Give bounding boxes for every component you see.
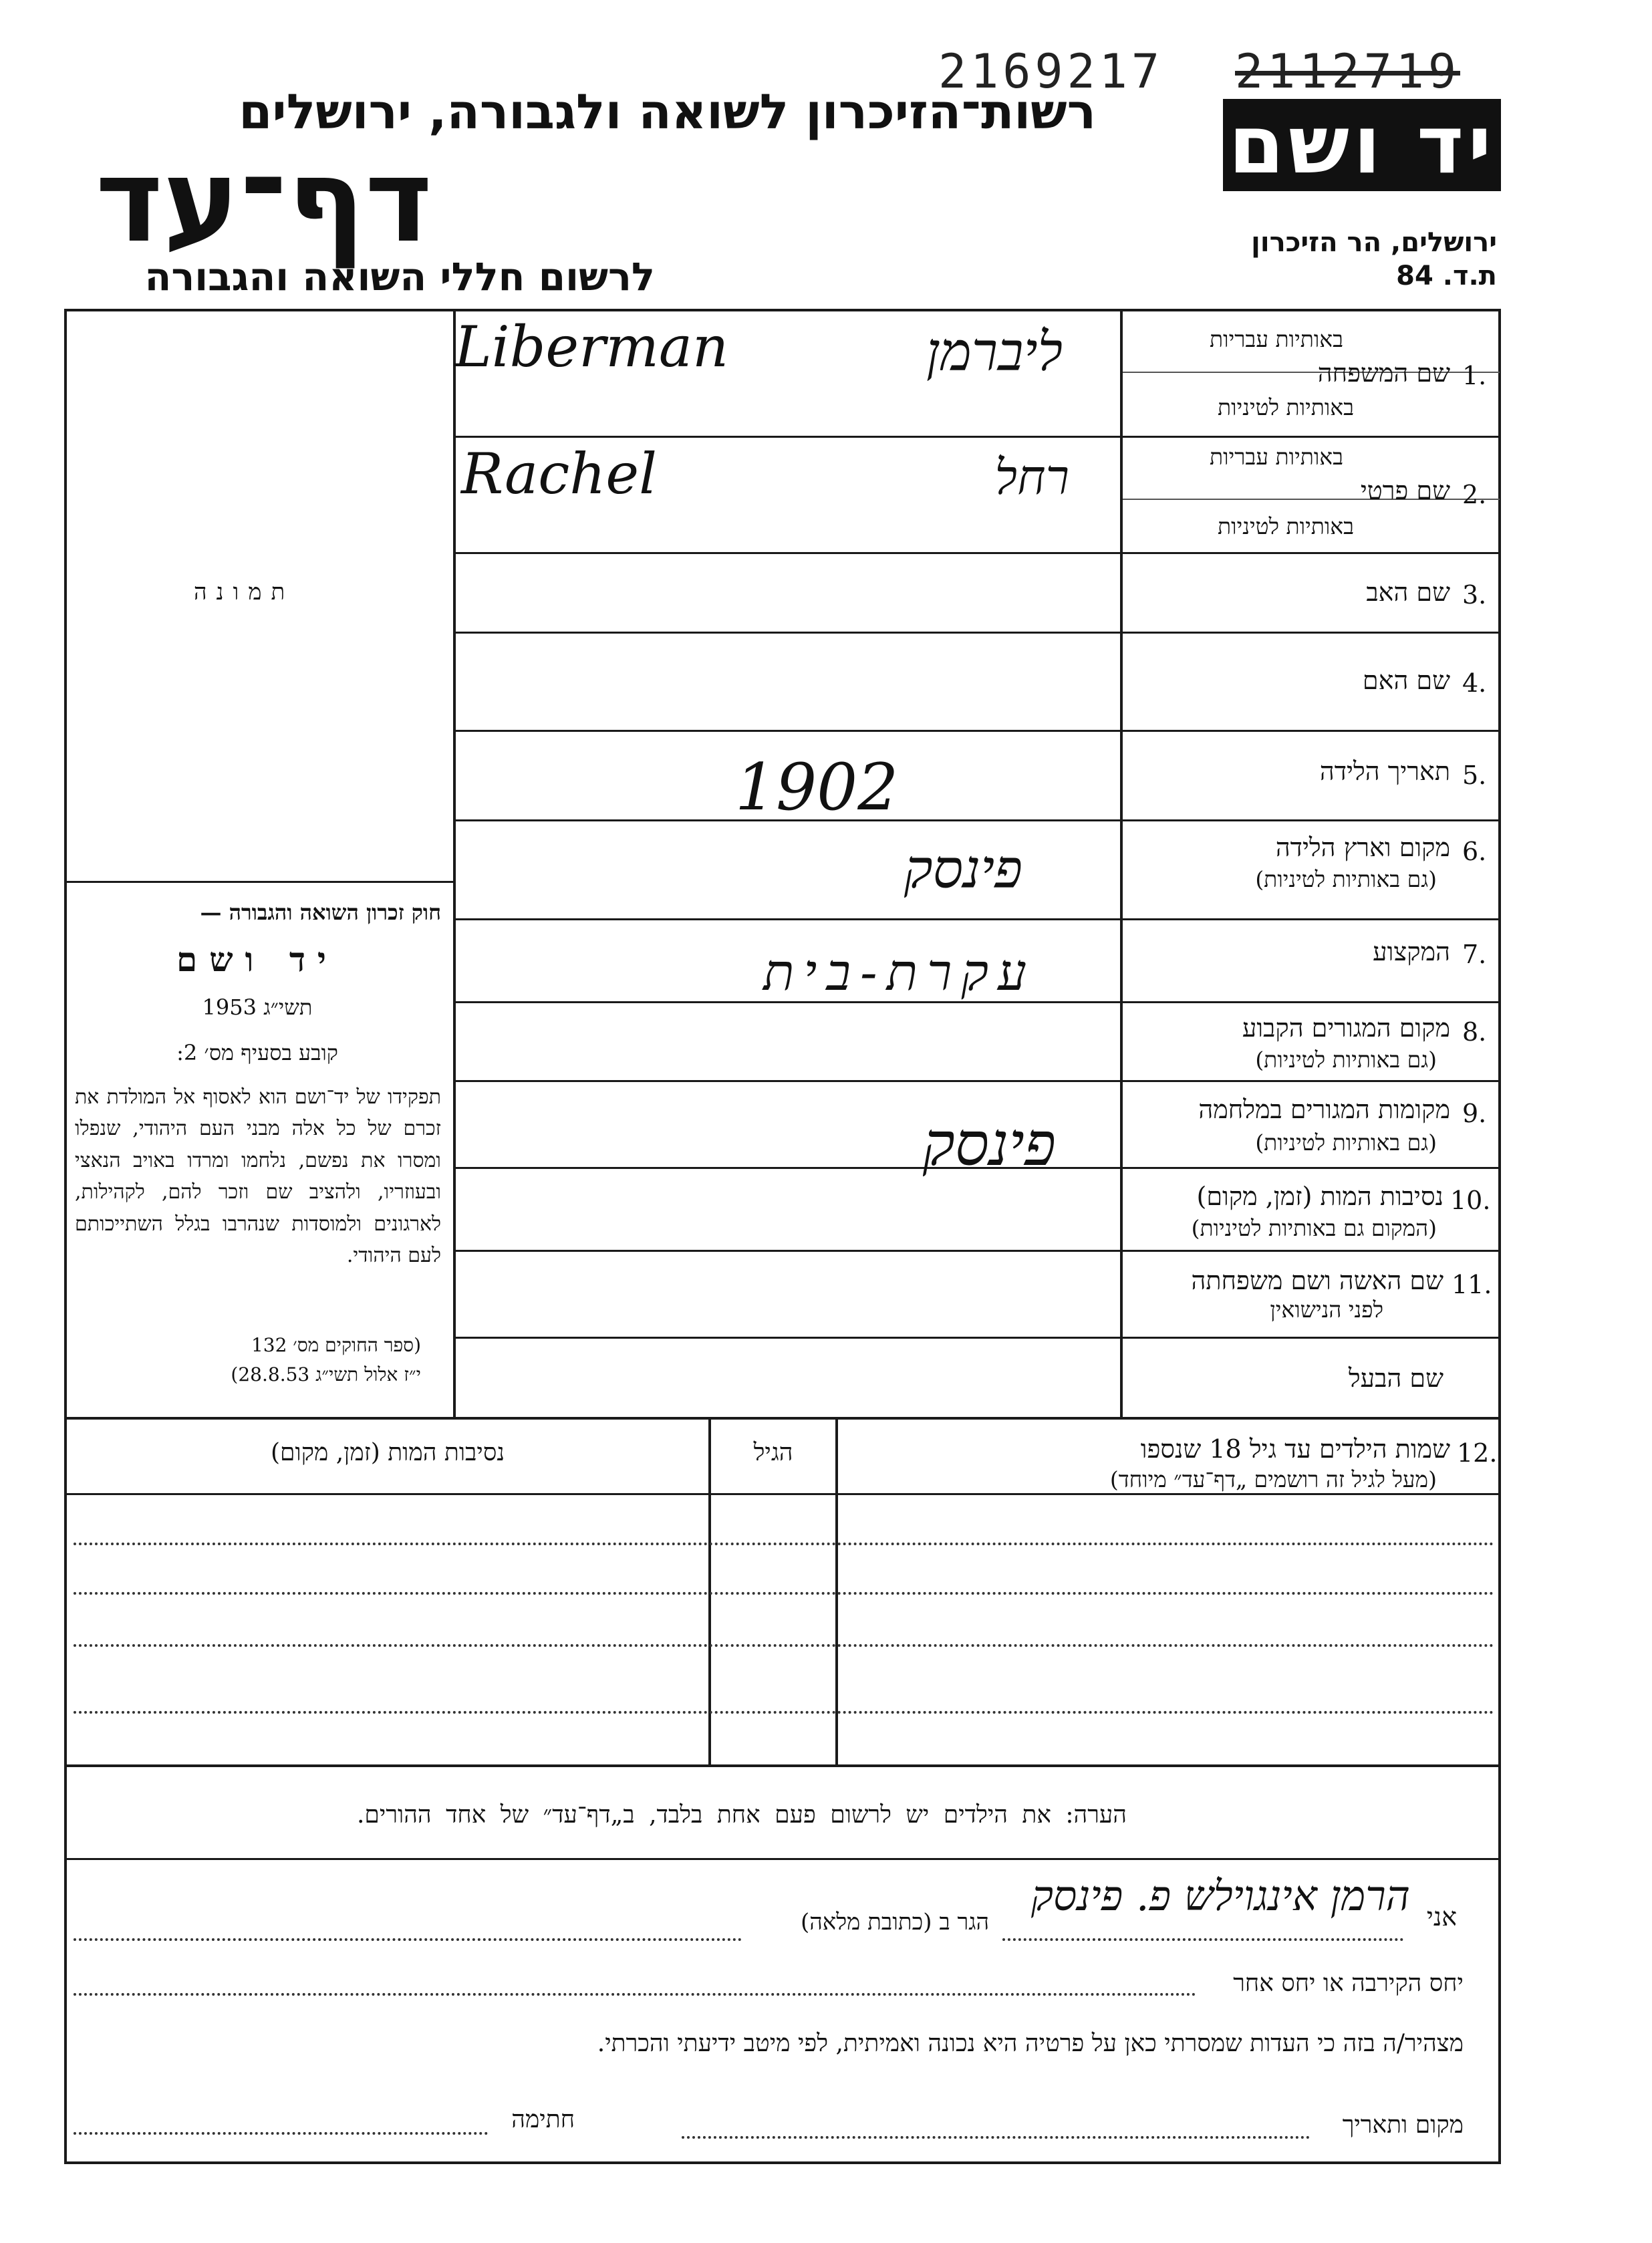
children-sub: (מעל לגיל זה רושמים „דף־עד״ מיוחד) — [1109, 1466, 1437, 1492]
row-line-3 — [454, 632, 1500, 634]
row-line-1 — [454, 436, 1500, 438]
law-year: תשי״ג 1953 — [202, 995, 313, 1020]
row-line-4 — [454, 730, 1500, 732]
law-clause: קובע בסעיף מס׳ 2: — [176, 1040, 338, 1065]
frame-right — [1498, 309, 1501, 2163]
declaration-statement: מצהיר/ה בזה כי העדות שמסרתי כאן על פרטיה היא נכונה ואמיתית, לפי מיטב ידיעתי והכרתי. — [597, 2030, 1464, 2057]
photo-label: תמונה — [194, 579, 295, 606]
frame-top — [64, 309, 1501, 311]
children-table-bottom — [64, 1764, 1501, 1767]
field-2-number: 2. — [1462, 480, 1487, 509]
row-line-11 — [454, 1337, 1500, 1339]
birth-place-value[interactable]: פינסק — [904, 838, 1022, 900]
field-5-number: 5. — [1462, 761, 1487, 790]
children-header-line — [67, 1493, 1498, 1495]
field-4-number: 4. — [1462, 668, 1487, 698]
field-7-label: המקצוע — [1373, 937, 1450, 966]
form-title: דף־עד — [95, 134, 433, 268]
wartime-residence-value[interactable]: פינסק — [922, 1109, 1056, 1180]
signature-line[interactable] — [74, 2132, 488, 2135]
field-8-label: מקום המגורים הקבוע — [1242, 1013, 1450, 1043]
field-9-number: 9. — [1462, 1099, 1487, 1128]
field-3-number: 3. — [1462, 580, 1487, 610]
photo-box-bottom — [64, 881, 454, 883]
law-ref-1: (ספר החוקים מס׳ 132 — [251, 1334, 421, 1356]
row-line-6 — [454, 918, 1500, 920]
law-name: יד ושם — [176, 940, 338, 979]
children-number: 12. — [1457, 1438, 1498, 1468]
children-row-line-3[interactable] — [74, 1644, 1494, 1647]
field-3-label: שם האב — [1366, 577, 1450, 607]
field-10-number: 10. — [1450, 1186, 1491, 1215]
address-line-1: ירושלים, הר הזיכרון — [1251, 227, 1497, 258]
birth-date-value[interactable]: 1902 — [735, 750, 899, 825]
address-line[interactable] — [74, 1938, 742, 1941]
label-column-divider — [1120, 309, 1123, 1418]
row-line-5 — [454, 819, 1500, 821]
children-row-line-2[interactable] — [74, 1592, 1494, 1595]
record-number: 2169217 — [938, 44, 1164, 99]
field-8-number: 8. — [1462, 1017, 1487, 1047]
place-date-line[interactable] — [682, 2136, 1310, 2139]
husband-name-label: שם הבעל — [1348, 1363, 1443, 1393]
field-9-label: מקומות המגורים במלחמה — [1198, 1095, 1450, 1124]
surname-latin-value[interactable]: Liberman — [454, 314, 729, 380]
authority-name: רשות־הזיכרון לשואה ולגבורה, ירושלים — [239, 84, 1096, 140]
row-line-2 — [454, 552, 1500, 554]
field-1-number: 1. — [1462, 361, 1487, 390]
field-9-sub: (גם באותיות לטיניות) — [1255, 1130, 1437, 1156]
old-record-number: 2112719 — [1235, 44, 1461, 99]
surname-hebrew-value[interactable]: ליברמן — [926, 321, 1063, 383]
place-date-label: מקום ותאריך — [1342, 2111, 1464, 2139]
field-11-sub: לפני הנישואין — [1270, 1297, 1383, 1323]
submitter-name-line[interactable] — [1002, 1938, 1403, 1941]
upper-table-bottom — [64, 1417, 1501, 1420]
profession-value[interactable]: עקרת-בית — [763, 942, 1036, 1002]
children-row-line-1[interactable] — [74, 1543, 1494, 1545]
resides-label: הגר ב (כתובת מלאה) — [800, 1909, 989, 1936]
photo-column-divider — [453, 309, 456, 1418]
field-10-label: נסיבות המות (זמן, מקום) — [1196, 1182, 1443, 1211]
law-body: תפקידו של יד־ושם הוא לאסוף אל המולדת את זכרם של כל אלה מבני העם היהודי, שנפלו ומסרו את נפשם, נלחמו ומרדו באויב הנאצי ובעוזריו, ולהציב שם וזכר להם, לקהילות, לארגונים ולמוסדות שנהרבו בגלל השתייכותם לעם היהודי. — [75, 1085, 441, 1267]
row-line-10 — [454, 1250, 1500, 1252]
children-label: שמות הילדים עד גיל 18 שנספו — [1140, 1434, 1450, 1464]
row-line-8 — [454, 1080, 1500, 1082]
field-1-latin-hint: באותיות לטיניות — [1218, 394, 1354, 420]
field-11-label: שם האשה ושם משפחתה — [1191, 1266, 1443, 1295]
note-bottom-line — [64, 1858, 1501, 1860]
field-11-number: 11. — [1452, 1270, 1492, 1299]
field-2-latin-hint: באותיות לטיניות — [1218, 513, 1354, 539]
form-subtitle: לרשום חללי השואה והגבורה — [144, 254, 655, 299]
children-note: הערה: את הילדים יש לרשום פעם אחת בלבד, ב„דף־עד״ של אחד ההורים. — [356, 1801, 1127, 1829]
law-ref-2: י״ז אלול תשי״ג 28.8.53) — [231, 1363, 421, 1386]
field-8-sub: (גם באותיות לטיניות) — [1255, 1047, 1437, 1073]
field-6-label: מקום וארץ הלידה — [1275, 833, 1450, 862]
field-1-hebrew-hint: באותיות עבריות — [1210, 326, 1343, 352]
field-10-sub: (המקום גם באותיות לטיניות) — [1191, 1215, 1437, 1241]
frame-left — [64, 309, 67, 2163]
relation-line[interactable] — [74, 1993, 1196, 1996]
death-circumstances-header: נסיבות המות (זמן, מקום) — [270, 1439, 505, 1466]
children-row-line-4[interactable] — [74, 1711, 1494, 1714]
signature-label: חתימה — [511, 2106, 575, 2133]
age-header: הגיל — [753, 1439, 793, 1466]
field-2-hebrew-hint: באותיות עבריות — [1210, 444, 1343, 470]
field-7-number: 7. — [1462, 940, 1487, 969]
field-6-number: 6. — [1462, 837, 1487, 866]
frame-bottom — [64, 2161, 1501, 2164]
field-5-label: תאריך הלידה — [1319, 757, 1450, 786]
field-6-sub: (גם באותיות לטיניות) — [1255, 866, 1437, 892]
field-1-label: שם המשפחה — [1317, 358, 1450, 388]
address — [1190, 226, 1497, 293]
law-heading: חוק זכרון השואה והגבורה — — [200, 900, 441, 925]
i-label: אני — [1426, 1902, 1457, 1932]
firstname-latin-value[interactable]: Rachel — [461, 441, 657, 507]
firstname-hebrew-value[interactable]: רחל — [994, 449, 1069, 505]
relation-label: יחס הקירבה או יחס אחר — [1233, 1970, 1464, 1997]
field-2-label: שם פרטי — [1360, 476, 1450, 505]
field-4-label: שם האם — [1362, 666, 1450, 695]
yad-vashem-logo: יד ושם — [1223, 99, 1501, 191]
submitter-name-value[interactable]: הרמן אינגוילש פ. פינסק — [1030, 1871, 1410, 1920]
address-line-2: ת.ד. 84 — [1396, 261, 1497, 291]
